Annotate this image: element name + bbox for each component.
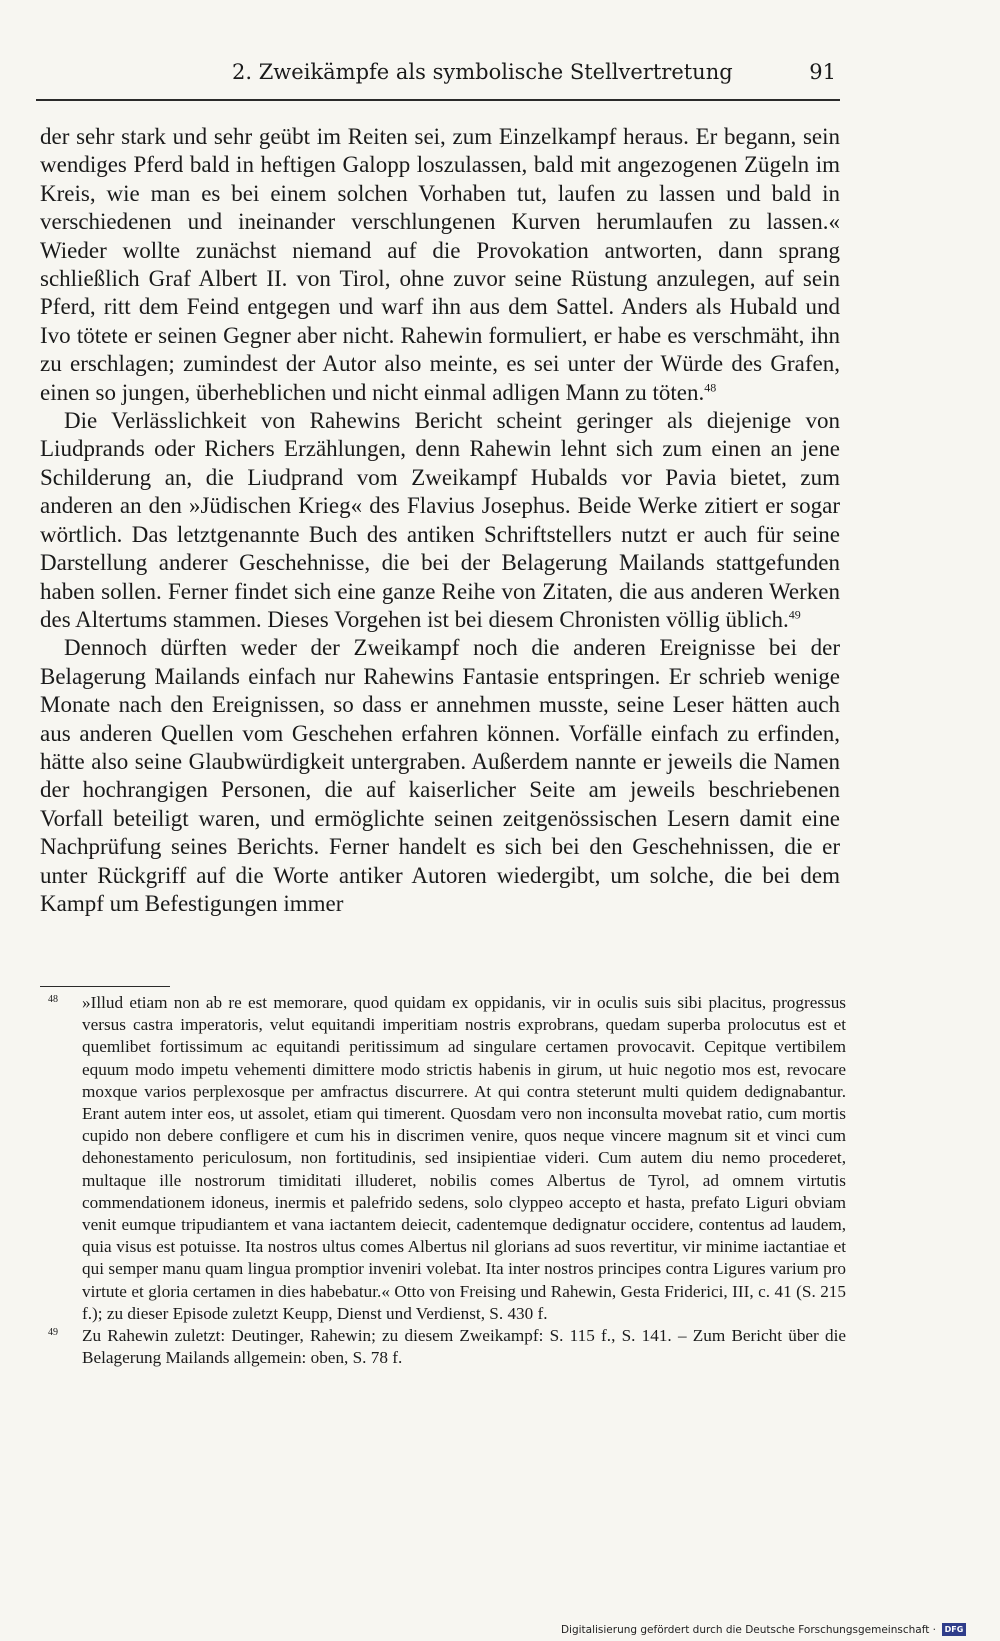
- footnote-number: 48: [48, 994, 58, 1005]
- running-header: [36, 60, 836, 94]
- footnote-number: 49: [48, 1327, 58, 1339]
- footnote-text: Zu Rahewin zuletzt: Deutinger, Rahewin; zu diesem Zweikampf: S. 115 f., S. 141. – Zum Bericht über die Belagerung Mailands allgemein: oben, S. 78 f.: [82, 1326, 846, 1368]
- header-rule: [36, 99, 840, 101]
- footnote-ref: 48: [704, 380, 717, 394]
- main-text: [40, 123, 840, 918]
- footnotes: [40, 992, 846, 1369]
- footnote: [40, 992, 846, 1325]
- dfg-logo: DFG: [942, 1623, 966, 1636]
- footnote-ref: 49: [788, 607, 801, 622]
- footnote: [40, 1325, 846, 1369]
- paragraph: Die Verlässlichkeit von Rahewins Bericht scheint geringer als diejenige von Liudprands oder Richers Erzählungen, denn Rahewin lehnt sich zum einen an jene Schilderung an, die Liudprand vom Zweikampf Hubalds vor Pavia bietet, zum anderen an den »Jüdischen Krieg« des Flavius Josephus. Beide Werke zitiert er sogar wörtlich. Das letztgenannte Buch des antiken Schriftstellers nutzt er auch für seine Darstellung anderer Geschehnisse, die bei der Belagerung Mailands stattgefunden haben sollen. Ferner findet sich eine ganze Reihe von Zitaten, die aus anderen Werken des Altertums stammen. Dieses Vorgehen ist bei diesem Chronisten völlig üblich.$^{49}$: [40, 408, 840, 632]
- page-number: 91: [809, 60, 836, 84]
- running-title: 2. Zweikämpfe als symbolische Stellvertretung: [232, 60, 733, 84]
- footnote-text: »Illud etiam non ab re est memorare, quod quidam ex oppidanis, vir in oculis suis sibi placitus, progressus versus castra imperatoris, velut equitandi imperitiam nostris exprobrans, quedam superba prolocutus est et quemlibet fortissimum ac equitandi peritissimum ad singulare certamen provocavit. Cepitque vertibilem equum modo impetu vehementi dimittere modo strictis habenis in girum, ut huic negotio mos est, revocare moxque varios perplexosque per amfractus discurrere. At qui contra steterunt multi quidem dedignabantur. Erant autem inter eos, ut assolet, etiam qui timerent. Quosdam vero non inconsulta movebat ratio, cum mortis cupido non debere confligere et cum his in discrimen venire, quos neque vincere magnum sit et vinci cum dehonestamento periculosum, non fortitudinis, sed insipientiae videri. Cum autem diu nemo procederet, multaque ille nostrorum timiditati illuderet, nobilis comes Albertus de Tyrol, ad omnem virtutis commendationem idoneus, inermis et palefrido sedens, solo clyppeo accepto et hasta, prefato Liguri obviam venit eumque tripudiantem et vana iactantem deiecit, cadentemque dedignatur occidere, contentus ad laudem, quia visus est potuisse. Ita nostros ultus comes Albertus nil glorians ad suos revertitur, vir minime iactantiae et qui semper manu quam lingua promptior inveniri volebat. Ita inter nostros principes contra Ligures varium pro virtute et gloria certamen in dies habebatur.« Otto von Freising und Rahewin, Gesta Friderici, III, c. 41 (S. 215 f.); zu dieser Episode zuletzt Keupp, Dienst und Verdienst, S. 430 f.: [82, 993, 846, 1323]
- paragraph: Dennoch dürften weder der Zweikampf noch die anderen Ereignisse bei der Belagerung Mailands einfach nur Rahewins Fantasie entspringen. Er schrieb wenige Monate nach den Ereignissen, so dass er annehmen musste, seine Leser hätten auch aus anderen Quellen vom Geschehen erfahren können. Vorfälle einfach zu erfinden, hätte also seine Glaubwürdigkeit untergraben. Außerdem nannte er jeweils die Namen der hochrangigen Personen, die auf kaiserlicher Seite am jeweils beschriebenen Vorfall beteiligt waren, und ermöglichte seinen zeitgenössischen Lesern damit eine Nachprüfung seines Berichts. Ferner handelt es sich bei den Geschehnissen, die er unter Rückgriff auf die Worte antiker Autoren wiedergibt, um solche, die bei dem Kampf um Befestigungen immer: [40, 635, 840, 916]
- paragraph: der sehr stark und sehr geübt im Reiten sei, zum Einzelkampf heraus. Er begann, sein wendiges Pferd bald in heftigen Galopp loszulassen, bald mit angezogenen Zügeln im Kreis, wie man es bei einem solchen Vorhaben tut, laufen zu lassen und bald in verschiedenen und ineinander verschlungenen Kurven herumlaufen zu lassen.« Wieder wollte zunächst niemand auf die Provokation antworten, dann sprang schließlich Graf Albert II. von Tirol, ohne zuvor seine Rüstung anzulegen, auf sein Pferd, ritt dem Feind entgegen und warf ihn aus dem Sattel. Anders als Hubald und Ivo tötete er seinen Gegner aber nicht. Rahewin formuliert, er habe es verschmäht, ihn zu erschlagen; zumindest der Autor also meinte, es sei unter der Würde des Grafen, einen so jungen, überheblichen und nicht einmal adligen Mann zu töten.$^{48}$: [40, 124, 840, 405]
- footnote-rule: [40, 986, 170, 987]
- digitization-credit: Digitalisierung gefördert durch die Deutsche Forschungsgemeinschaft ·: [560, 1624, 936, 1636]
